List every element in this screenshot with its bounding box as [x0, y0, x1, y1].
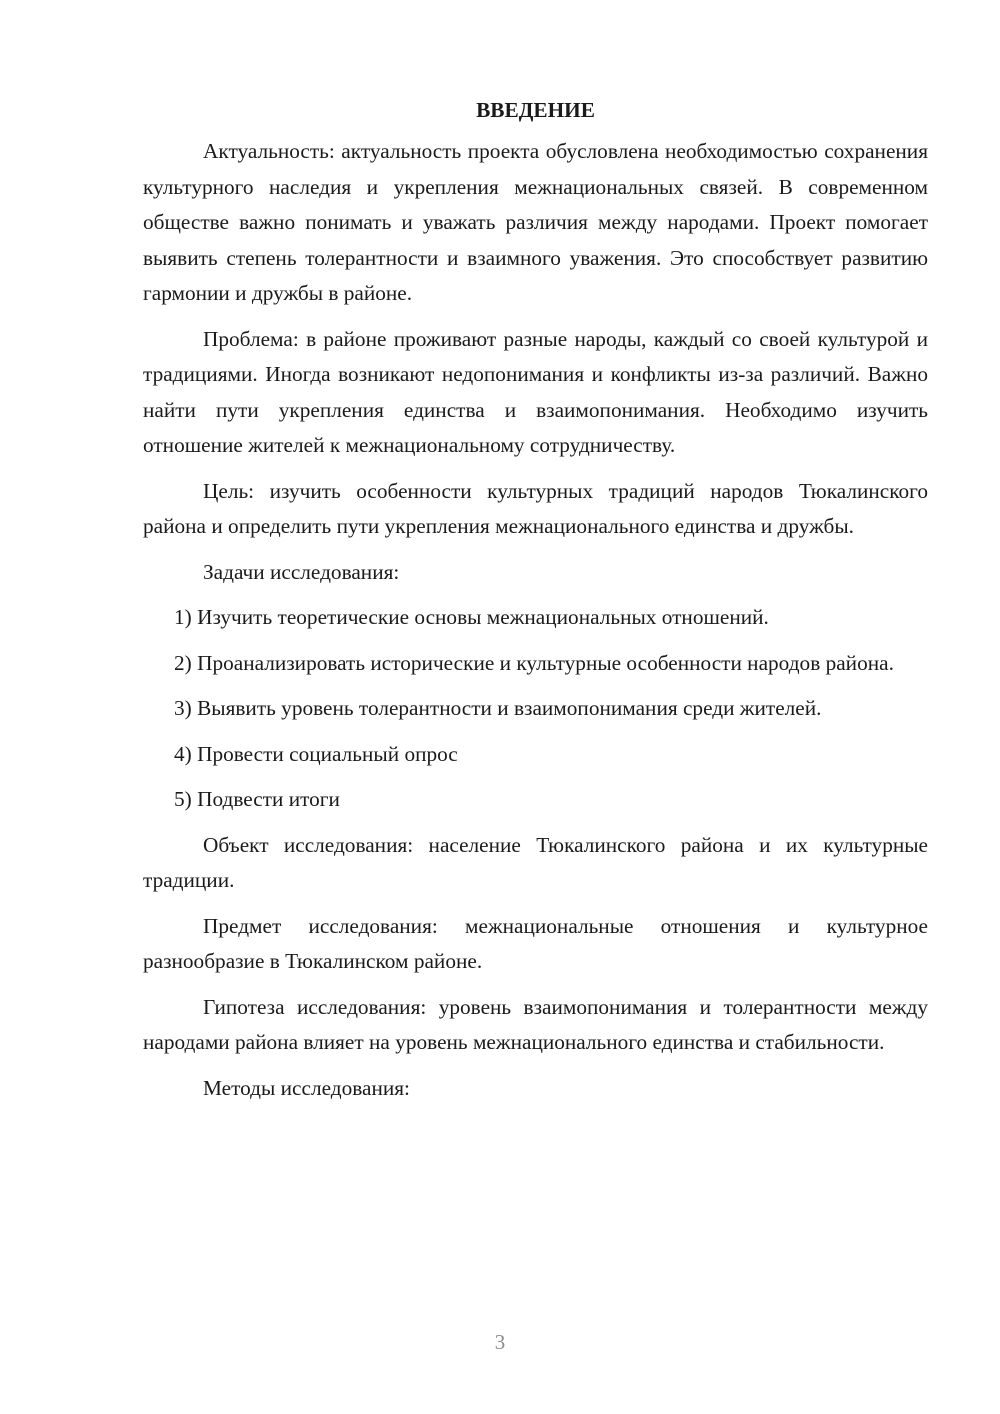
tasks-heading: Задачи исследования: — [203, 559, 400, 584]
object-paragraph: Объект исследования: население Тюкалинского района и их культурные традиции. — [143, 832, 928, 892]
hypothesis-paragraph: Гипотеза исследования: уровень взаимопонимания и толерантности между народами района влияет на уровень межнационального единства и стабильности. — [143, 994, 928, 1054]
problem-paragraph: Проблема: в районе проживают разные народы, каждый со своей культурой и традициями. Иногда возникают недопонимания и конфликты из-за различий. Важно найти пути укрепления единства и взаимопонимания. Необходимо изучить отношение жителей к межнациональному сотрудничеству. — [143, 326, 928, 457]
page-number: 3 — [494, 1330, 506, 1354]
task-item-5: 5) Подвести итоги — [174, 787, 340, 811]
task-item-2: 2) Проанализировать исторические и культурные особенности народов района. — [174, 650, 894, 675]
task-item-4: 4) Провести социальный опрос — [174, 741, 458, 766]
task-item-3: 3) Выявить уровень толерантности и взаимопонимания среди жителей. — [174, 696, 822, 720]
relevance-paragraph: Актуальность: актуальность проекта обусловлена необходимостью сохранения культурного наследия и укрепления межнациональных связей. В современном обществе важно понимать и уважать различия между народами. Проект помогает выявить степень толерантности и взаимного уважения. Это способствует развитию гармонии и дружбы в районе. — [143, 139, 928, 305]
methods-heading: Методы исследования: — [203, 1075, 410, 1100]
section-title: ВВЕДЕНИЕ — [476, 98, 595, 122]
task-item-1: 1) Изучить теоретические основы межнациональных отношений. — [174, 605, 769, 629]
document-page — [143, 92, 928, 1116]
goal-paragraph: Цель: изучить особенности культурных традиций народов Тюкалинского района и определить пути укрепления межнационального единства и дружбы. — [143, 478, 928, 538]
subject-paragraph: Предмет исследования: межнациональные отношения и культурное разнообразие в Тюкалинском районе. — [143, 913, 928, 973]
